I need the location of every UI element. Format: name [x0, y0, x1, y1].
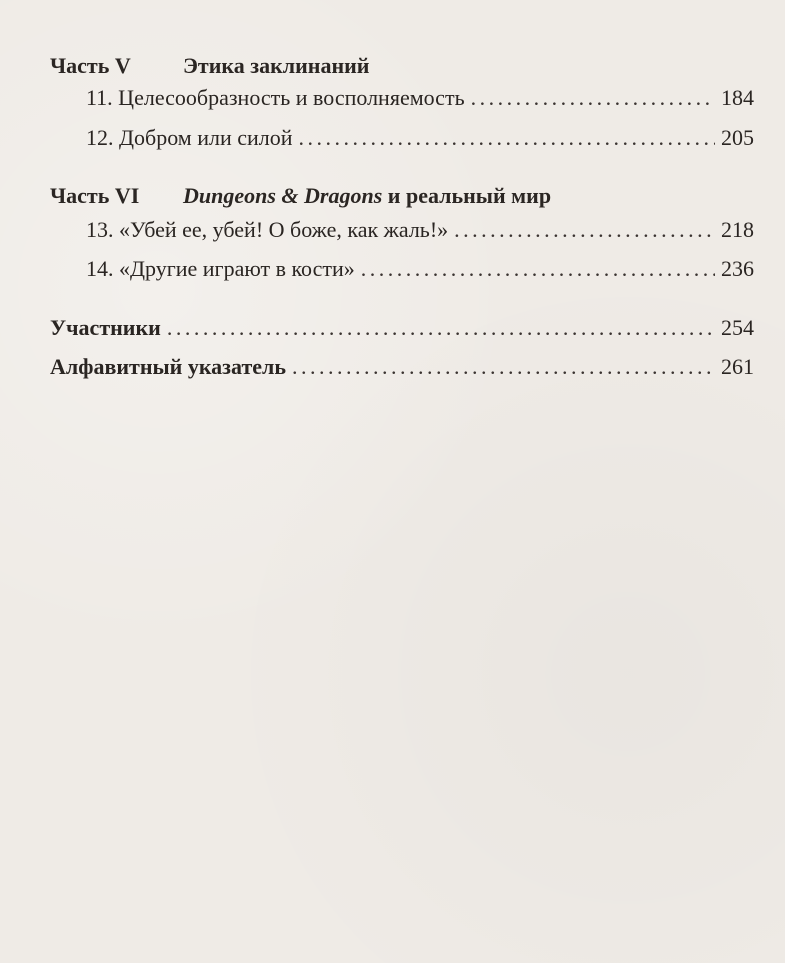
page-number: 236 [721, 256, 754, 281]
toc-entry[interactable] [86, 216, 754, 244]
part-label: Часть V [50, 53, 131, 78]
entry-title: Алфавитный указатель [50, 354, 287, 379]
page-number: 218 [721, 217, 754, 242]
toc-entry[interactable] [86, 255, 754, 283]
page-number: 261 [721, 354, 754, 379]
entry-title: 14. «Другие играют в кости» [86, 256, 355, 281]
dot-leader [454, 216, 715, 244]
page-number: 205 [721, 125, 754, 150]
part-title [183, 183, 551, 208]
entry-title: 12. Добром или силой [86, 125, 293, 150]
toc-entry[interactable] [86, 124, 754, 152]
part-heading [50, 182, 551, 210]
part-title-italic: Dungeons & Dragons [183, 183, 383, 208]
part-heading [50, 52, 369, 80]
dot-leader [299, 124, 715, 152]
toc-entry[interactable] [86, 84, 754, 112]
toc-entry[interactable] [50, 353, 754, 381]
part-title: Этика заклинаний [183, 53, 370, 78]
dot-leader [167, 314, 715, 342]
dot-leader [471, 84, 715, 112]
dot-leader [292, 353, 715, 381]
entry-title: 13. «Убей ее, убей! О боже, как жаль!» [86, 217, 449, 242]
part-title-rest: и реальный мир [382, 183, 552, 208]
part-label: Часть VI [50, 183, 140, 208]
entry-title: Участники [50, 315, 161, 340]
page-number: 184 [721, 85, 754, 110]
entry-title: 11. Целесообразность и восполняемость [86, 85, 465, 110]
toc-entry[interactable] [50, 314, 754, 342]
page-number: 254 [721, 315, 754, 340]
dot-leader [361, 255, 715, 283]
